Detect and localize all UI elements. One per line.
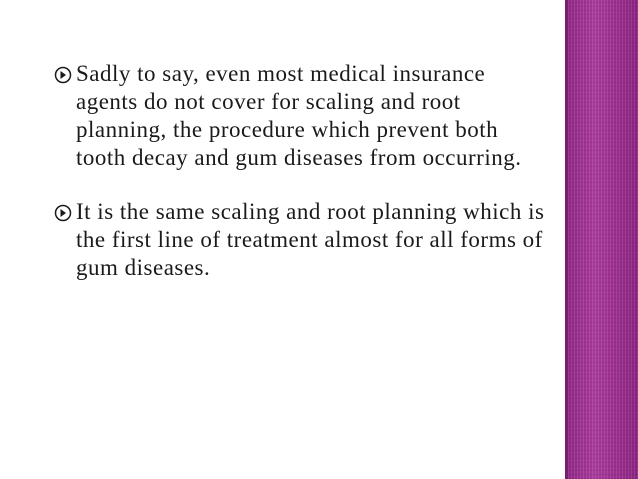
side-band-edge (565, 0, 568, 479)
bullet-item (52, 198, 552, 282)
bullet-text: Sadly to say, even most medical insurance agents do not cover for scaling and root planning, the procedure which prevent both tooth decay and gum diseases from occurring. (76, 61, 522, 170)
bullet-text: It is the same scaling and root planning which is the first line of treatment almost for all forms of gum diseases. (76, 199, 545, 280)
bullet-item (52, 60, 552, 172)
bullet-list (52, 60, 552, 282)
decorative-side-band (565, 0, 638, 479)
circled-arrow-icon (54, 66, 72, 84)
circled-arrow-icon (54, 204, 72, 222)
